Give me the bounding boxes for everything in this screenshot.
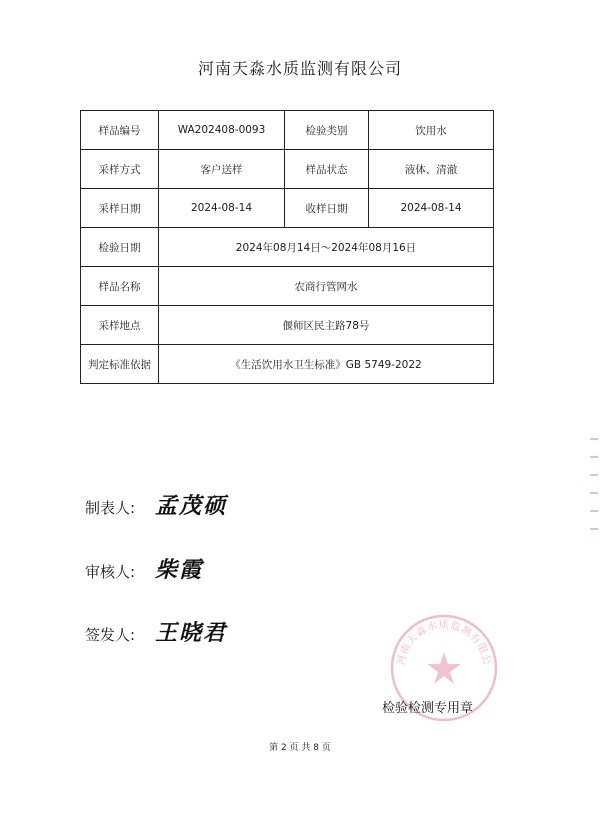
field-label: 采样日期: [81, 189, 159, 228]
prepared-by-label: 制表人:: [85, 499, 136, 517]
issued-by-signature: 王晓君: [155, 620, 228, 646]
field-value: 液体、清澈: [369, 150, 494, 189]
table-row: [81, 189, 494, 228]
field-label: 样品名称: [81, 267, 159, 306]
table-row: [81, 267, 494, 306]
svg-text:河南天淼水质监测有限公司: 河南天淼水质监测有限公: [395, 619, 493, 667]
seal-caption: 检验检测专用章: [382, 701, 474, 716]
reviewed-by: [85, 557, 204, 583]
reviewed-by-label: 审核人:: [85, 563, 136, 581]
table-row: [81, 306, 494, 345]
reviewed-by-signature: 柴霞: [155, 557, 204, 583]
field-label: 检验类别: [285, 111, 369, 150]
prepared-by: [85, 493, 228, 519]
field-value: 2024-08-14: [369, 189, 494, 228]
field-value: 客户送样: [159, 150, 285, 189]
field-label: 判定标准依据: [81, 345, 159, 384]
field-label: 采样方式: [81, 150, 159, 189]
table-row: [81, 345, 494, 384]
field-value: 偃师区民主路78号: [159, 306, 494, 345]
company-title: 河南天淼水质监测有限公司: [197, 59, 402, 78]
field-value: 饮用水: [369, 111, 494, 150]
issued-by: [85, 620, 228, 646]
issued-by-label: 签发人:: [85, 626, 136, 644]
field-label: 样品状态: [285, 150, 369, 189]
prepared-by-signature: 孟茂硕: [155, 493, 228, 519]
table-row: [81, 228, 494, 267]
field-label: 采样地点: [81, 306, 159, 345]
field-value: 农商行管网水: [159, 267, 494, 306]
table-row: [81, 150, 494, 189]
field-value: 2024-08-14: [159, 189, 285, 228]
page-footer: 第 2 页 共 8 页: [269, 743, 331, 753]
perforation-marks: [586, 430, 600, 550]
field-label: 收样日期: [285, 189, 369, 228]
field-value: 《生活饮用水卫生标准》GB 5749-2022: [159, 345, 494, 384]
field-value: 2024年08月14日～2024年08月16日: [159, 228, 494, 267]
field-value: WA202408-0093: [159, 111, 285, 150]
table-row: [81, 111, 494, 150]
field-label: 样品编号: [81, 111, 159, 150]
sample-info-table: [80, 110, 494, 384]
field-label: 检验日期: [81, 228, 159, 267]
